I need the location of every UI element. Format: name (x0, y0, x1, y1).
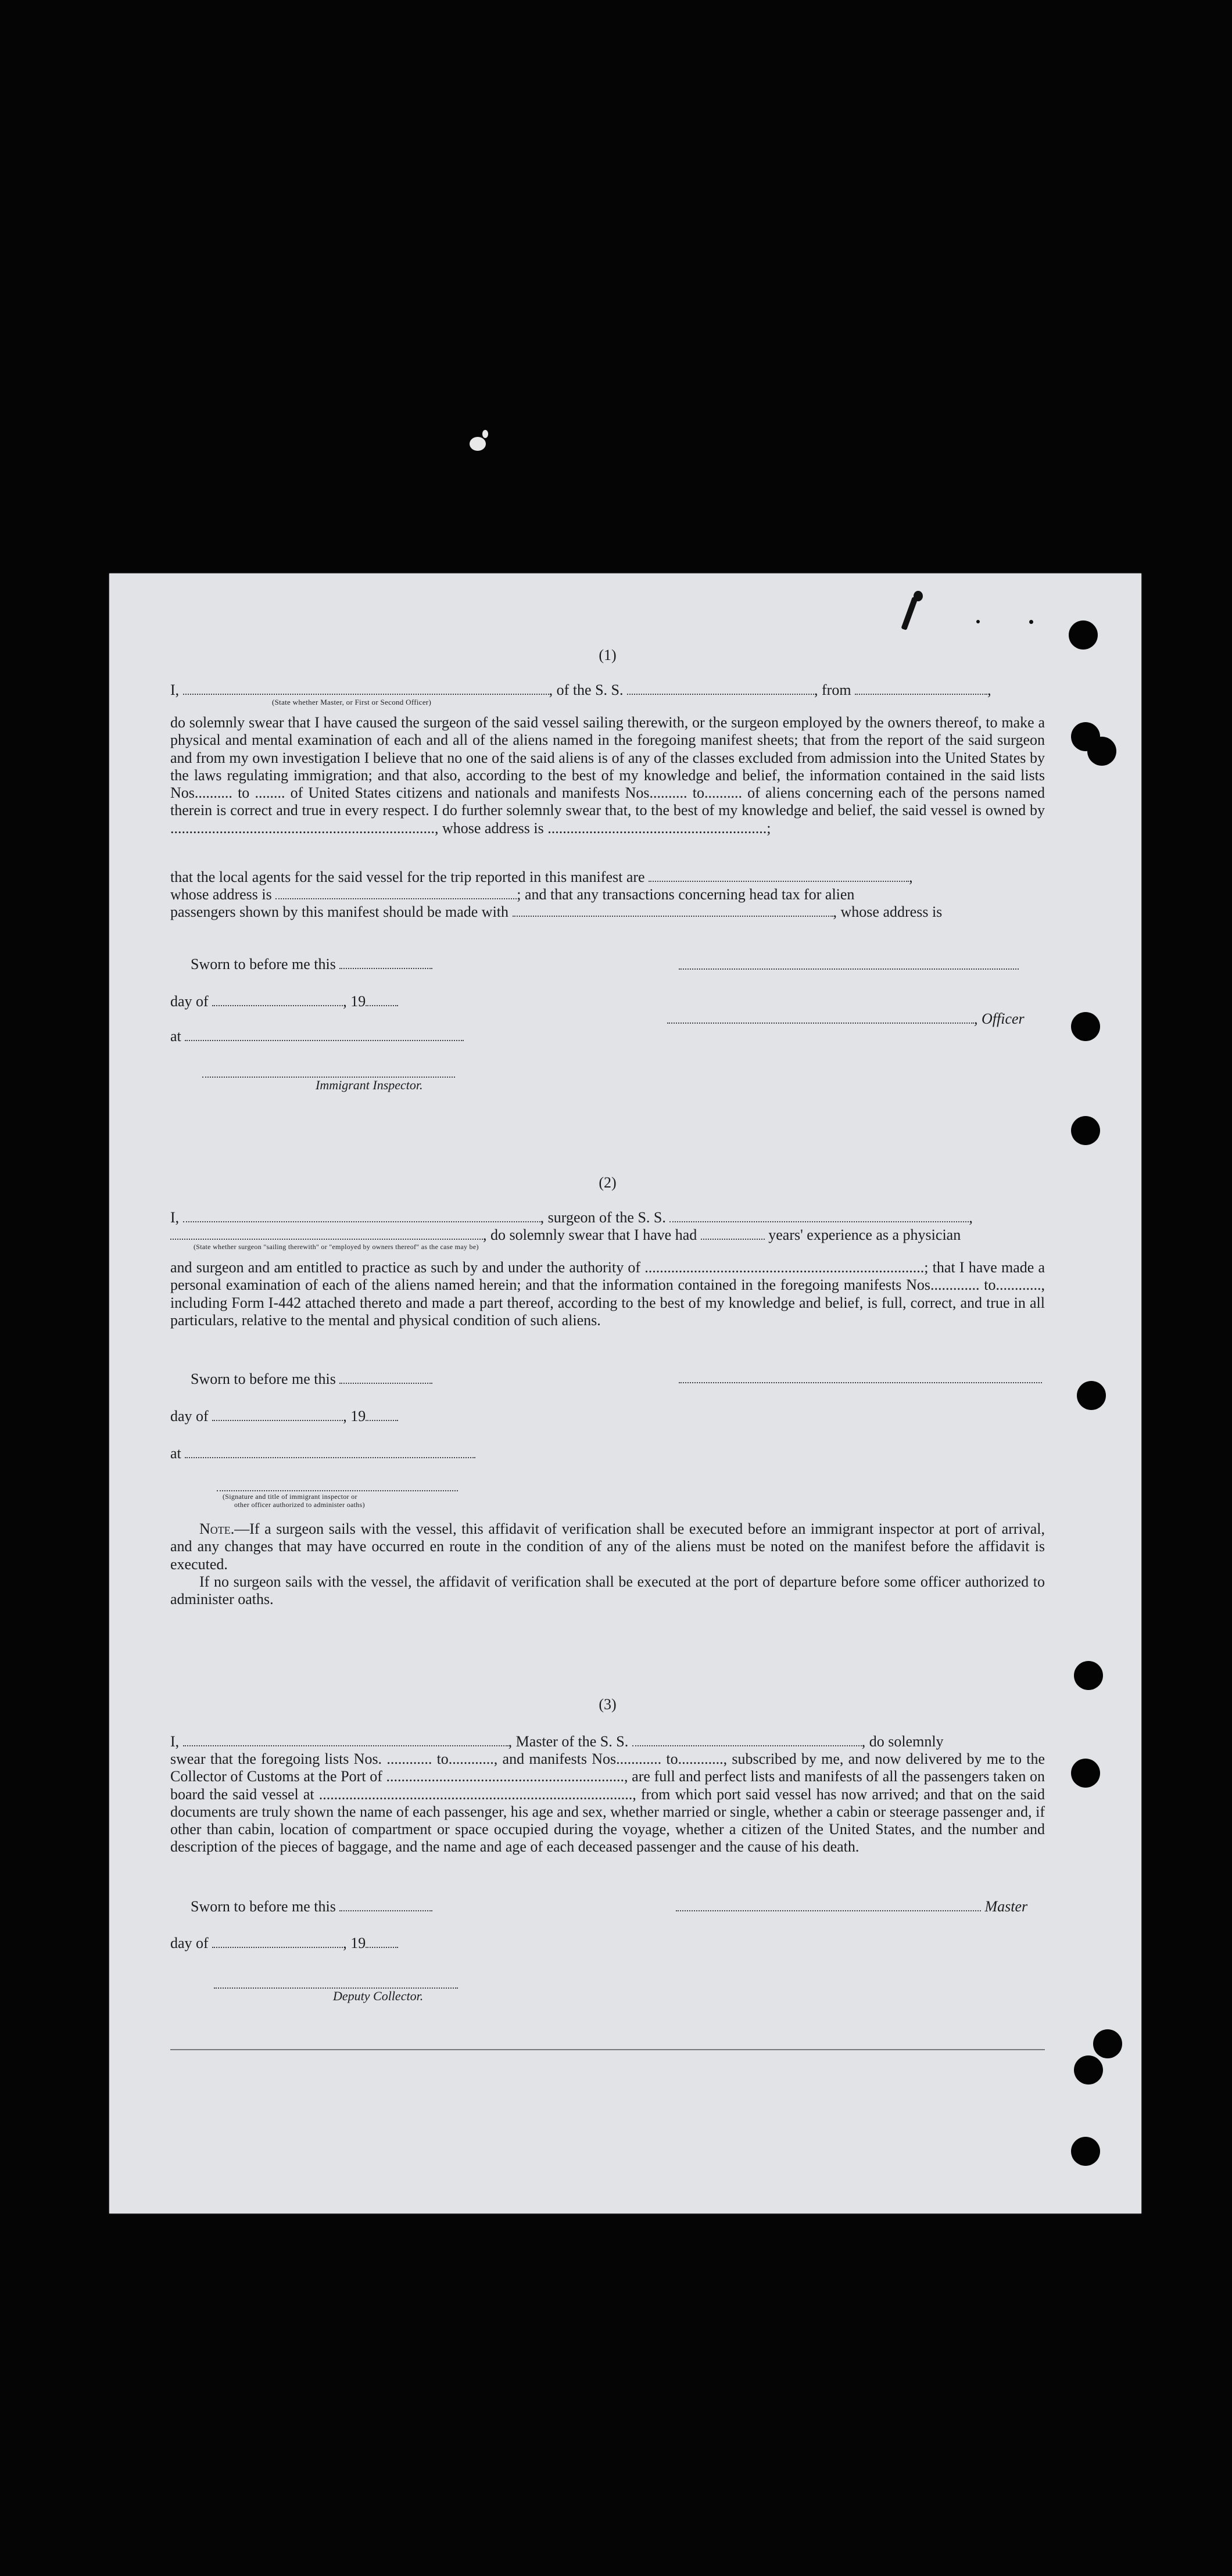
section-2-signature-line (679, 1382, 1042, 1383)
bottom-rule (170, 2049, 1045, 2050)
punch-hole (1077, 1381, 1106, 1410)
section-3-line-1 (170, 1733, 1045, 1750)
section-2-at (170, 1445, 519, 1462)
section-1-day (170, 993, 519, 1010)
signature-caption-1: (Signature and title of immigrant inspector or (223, 1492, 357, 1501)
section-1-heading: (1) (599, 647, 617, 663)
section-1-at (170, 1028, 519, 1045)
pen-mark (901, 597, 918, 630)
section-2-sworn (191, 1370, 539, 1388)
punch-hole (1093, 2029, 1122, 2058)
solemnly-text: , do solemnly (861, 1733, 944, 1750)
section-1-sworn (191, 956, 539, 973)
swear-text: , do solemnly swear that I have had (483, 1226, 697, 1243)
scan-speck (470, 437, 486, 451)
officer-label: , Officer (974, 1010, 1025, 1027)
punch-hole (1071, 2137, 1100, 2166)
year-label: , 19 (343, 1408, 366, 1425)
section-3-master-line (676, 1898, 1045, 1915)
deputy-label: Deputy Collector. (333, 1989, 424, 2003)
at-label: at (170, 1028, 181, 1045)
signature-caption-2: other officer authorized to administer oaths) (234, 1501, 365, 1509)
section-2-heading: (2) (599, 1174, 617, 1191)
section-1-officer-line (667, 1010, 1045, 1028)
inspector-label: Immigrant Inspector. (316, 1078, 423, 1092)
sworn-text: Sworn to before me this (191, 1370, 336, 1387)
punch-hole (1074, 2055, 1103, 2085)
scan-speck (482, 430, 488, 438)
officer-signature-line (217, 1490, 458, 1491)
i-label: I, (170, 1733, 180, 1750)
section-2-oath-text: and surgeon and am entitled to practice as such by and under the authority of ..........................................................................; that I have made a personal examination of each of the aliens named herein; and that the information contained in the foregoing manifests Nos............. to............, including Form I-442 attached thereto and made a part thereof, according to the best of my knowledge and belief, is full, correct, and true in all particulars, relative to the mental and physical condition of such aliens. (170, 1259, 1045, 1329)
punch-hole (1074, 1661, 1103, 1690)
whose-address-text: whose address is (170, 886, 272, 903)
line-end: , (987, 681, 991, 698)
section-1-oath-text: do solemnly swear that I have caused the surgeon of the said vessel sailing therewith, or the surgeon employed by the owners thereof, to make a physical and mental examination of each and all of the aliens named in the foregoing manifest sheets; that from the report of the said surgeon and from my own investigation I believe that no one of the said aliens is of any of the classes excluded from admission into the United States by the laws regulating immigration; and that also, according to the best of my knowledge and belief, the information contained in the said lists Nos.......... to ........ of United States citizens and nationals and manifests Nos.......... to.......... of aliens concerning each of the persons named therein is correct and true in every respect. I do further solemnly swear that, to the best of my knowledge and belief, the said vessel is owned by ......................................................................, whose address is ..........................................................; (170, 714, 1045, 837)
line-end: , (969, 1209, 973, 1226)
section-2-line-1 (170, 1209, 1045, 1226)
punch-hole (1071, 1116, 1100, 1145)
ss-label: , of the S. S. (549, 681, 624, 698)
at-label: at (170, 1445, 181, 1462)
section-2-day (170, 1408, 519, 1425)
whose-address-text-2: , whose address is (833, 903, 943, 920)
section-3-oath-text: swear that the foregoing lists Nos. ............ to............, and manifests Nos............ to............, subscribed by me, and now delivered by me to the Collector of Customs at the Port of ..............................................................., are full and perfect lists and manifests of all the passengers taken on board the said vessel at ..................................................................................., from which port said vessel has now arrived; and that on the said documents are truly shown the name of each passenger, his age and sex, whether married or single, whether a cabin or steerage passenger and, if other than cabin, location of compartment or space occupied during the voyage, whether a citizen of the United States, and the number and description of the pieces of baggage, and the name and age of each deceased passenger and the cause of his death. (170, 1750, 1045, 1856)
sworn-text: Sworn to before me this (191, 1898, 336, 1915)
i-label: I, (170, 681, 180, 698)
section-3-sworn (191, 1898, 539, 1915)
year-label: , 19 (343, 993, 366, 1010)
section-3-day (170, 1935, 519, 1952)
from-label: , from (814, 681, 851, 698)
year-label: , 19 (343, 1935, 366, 1951)
punch-hole (1069, 620, 1098, 650)
pen-mark (1029, 620, 1033, 624)
punch-hole (1071, 1012, 1100, 1041)
day-label: day of (170, 1408, 209, 1425)
note-paragraph (170, 1520, 1045, 1573)
day-label: day of (170, 993, 209, 1010)
agents-text: that the local agents for the said vessel for the trip reported in this manifest are (170, 869, 645, 885)
day-label: day of (170, 1935, 209, 1951)
pen-mark (976, 620, 980, 623)
years-experience-text: years' experience as a physician (768, 1226, 961, 1243)
punch-hole (1087, 737, 1116, 766)
section-3-heading: (3) (599, 1696, 617, 1713)
i-label: I, (170, 1209, 180, 1226)
section-1-agents-line: that the local agents for the said vessel for the trip reported in this manifest are , (170, 869, 913, 885)
punch-hole (1071, 1759, 1100, 1788)
section-1-passengers-line (170, 903, 1045, 921)
section-2-line-2 (170, 1226, 1045, 1244)
surgeon-label: , surgeon of the S. S. (540, 1209, 666, 1226)
master-title: Master (984, 1898, 1028, 1915)
section-1-line-1 (170, 681, 1045, 699)
note-text: —If a surgeon sails with the vessel, this affidavit of verification shall be executed before an immigrant inspector at port of arrival, and any changes that may have occurred en route in the condition of any of the aliens must be noted on the manifest before the affidavit is executed. (170, 1520, 1045, 1573)
head-tax-text: ; and that any transactions concerning head tax for alien (517, 886, 855, 903)
master-label: , Master of the S. S. (508, 1733, 629, 1750)
pen-mark (914, 591, 923, 601)
form-sheet (109, 573, 1141, 2213)
section-1-whose-line (170, 886, 1045, 903)
surgeon-caption: (State whether surgeon "sailing therewith" or "employed by owners thereof" as the case may be) (194, 1243, 479, 1251)
officer-caption: (State whether Master, or First or Second Officer) (272, 698, 432, 706)
section-1-signature-line (679, 968, 1019, 970)
passengers-text: passengers shown by this manifest should be made with (170, 903, 509, 920)
note-label: Note. (199, 1520, 235, 1537)
sworn-text: Sworn to before me this (191, 956, 336, 973)
note-paragraph-2: If no surgeon sails with the vessel, the affidavit of verification shall be executed at the port of departure before some officer authorized to administer oaths. (170, 1573, 1045, 1608)
